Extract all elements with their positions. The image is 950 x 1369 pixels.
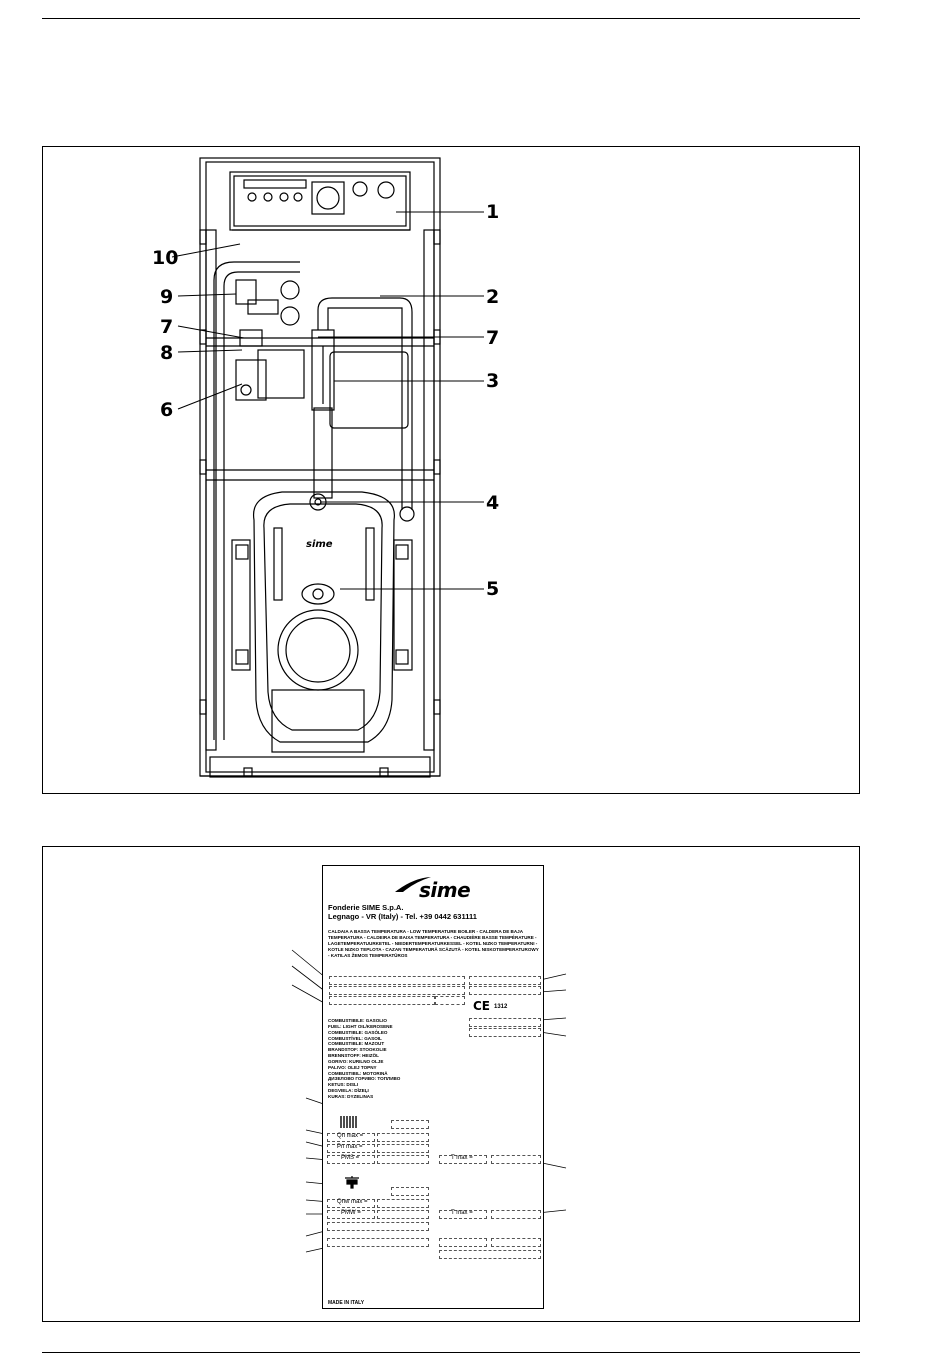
callout-1: 1 [486,201,500,223]
field-b [329,986,465,995]
field-bottom-1 [327,1238,429,1247]
label-tmax-1: T max = [451,1155,473,1161]
callout-3: 3 [486,370,500,392]
field-e [469,976,541,985]
label-qnw-max: Qnw max = [337,1199,368,1205]
fuel-line: COMBUSTIBLE: MAZOUT [328,1041,385,1047]
callout-6: 6 [160,399,174,421]
callout-8: 8 [160,342,174,364]
label-qn-max: Qn max = [337,1133,364,1139]
fuel-line: GORIVO: KURILNO OLJE [328,1058,384,1064]
tap-icon [343,1175,361,1191]
field-pms-value [377,1155,429,1164]
fuel-line: PALIVO: OLEJ TOPNY [328,1064,377,1070]
callout-5: 5 [486,578,500,600]
label-pms: PMS = [341,1155,360,1161]
field-a [329,976,465,985]
fuel-line: BRANDSTOF: STOOKOLIE [328,1047,387,1053]
boiler-description: CALDAIA A BASSA TEMPERATURA - LOW TEMPERATURE BOILER - CALDERA DE BAJA TEMPERATURA - CALDEIRA DE BAIXA TEMPERATURA - CHAUDIÈRE BASSE TEMPÉRATURE - LAGETEMPERATUURKETEL - NIEDERTEMPERATURKESSEL - KOTEL NIZKO TEMPERATURNI - KOTLE NIZKO TEPLOTA - CAZAN TEMPERATURĂ SCĂZUTĂ - KOTEL NISKOTEMPERATUROWY - KATILAS ŽEMOS TEMPERATŪROS [328,929,539,958]
field-c [329,996,435,1005]
fuel-line: COMBUSTIBIL: MOTORINĂ [328,1070,388,1076]
field-tmax2-value [491,1210,541,1219]
fuel-line: COMBUSTIBILE: GASOLIO [328,1018,387,1023]
callout-10: 10 [152,247,179,269]
fuel-list [328,1018,400,1100]
field-bottom-4 [439,1250,541,1259]
fuel-line: COMBUSTÍVEL: GASOIL [328,1035,382,1041]
company-line-2: Legnago - VR (Italy) - Tel. +39 0442 631111 [328,912,477,921]
field-qnw-value [377,1199,429,1208]
callout-7-right: 7 [486,327,500,349]
field-f [469,986,541,995]
fuel-line: COMBUSTIBLE: GASÓLEO [328,1029,388,1035]
callout-7-left: 7 [160,316,174,338]
made-in-label: MADE IN ITALY [328,1300,365,1306]
field-bottom-3 [491,1238,541,1247]
field-pmw-value [377,1210,429,1219]
label-pmw: PMW = [341,1210,361,1216]
field-h [469,1028,541,1037]
data-plate [322,865,544,1309]
fuel-line: KURAS: DYZELINAS [328,1093,374,1099]
plate-brand: sime [419,878,471,902]
callout-4: 4 [486,492,500,514]
fuel-line: ДИЗЕЛОВО ГОРИВО: ТОПЛИВО [328,1076,401,1082]
company-line-1: Fonderie SIME S.p.A. [328,903,404,912]
field-dhw-2 [327,1222,429,1231]
fuel-line: BRENNSTOFF: HEIZÖL [328,1053,379,1059]
field-qn-value [377,1133,429,1142]
fuel-line: KETUS: DISLI [328,1082,359,1088]
field-tmax1-value [491,1155,541,1164]
radiator-icon [339,1114,359,1130]
field-dhw-1 [391,1187,429,1196]
fuel-line: DEGVIELA: DĪZEĻI [328,1088,369,1094]
boiler-body-logo: sime [306,539,333,550]
label-pn-max: Pn max = [337,1144,363,1150]
fuel-line: FUEL: LIGHT OIL/KEROSENE [328,1023,393,1029]
label-tmax-2: T max = [451,1210,473,1216]
field-heat-1 [391,1120,429,1129]
callout-2: 2 [486,286,500,308]
callout-9: 9 [160,286,174,308]
company-name [328,903,477,921]
field-bottom-2 [439,1238,487,1247]
field-pn-value [377,1144,429,1153]
field-g [469,1018,541,1027]
ce-number: 1312 [494,1004,508,1010]
field-d [435,996,465,1005]
ce-mark: CE [473,999,491,1013]
